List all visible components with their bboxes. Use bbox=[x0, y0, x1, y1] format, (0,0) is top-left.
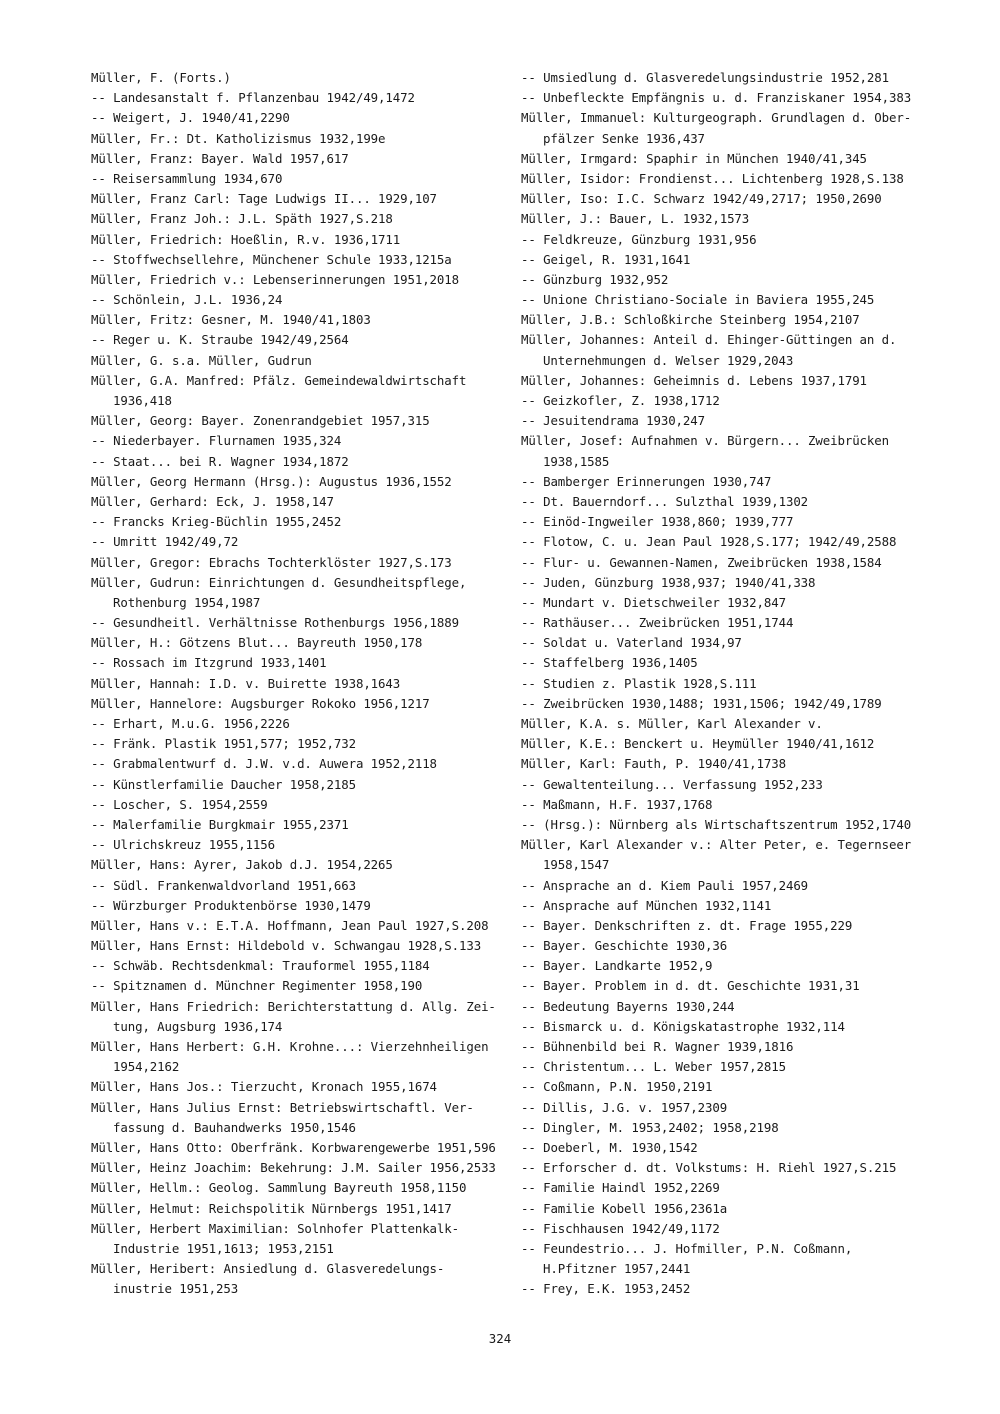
index-entry: -- Bamberger Erinnerungen 1930,747 bbox=[521, 473, 772, 489]
index-entry: -- Schwäb. Rechtsdenkmal: Trauformel 1955,1184 bbox=[91, 958, 430, 974]
index-entry: -- Fischhausen 1942/49,1172 bbox=[521, 1220, 720, 1236]
index-entry: -- Bayer. Problem in d. dt. Geschichte 1931,31 bbox=[521, 978, 860, 994]
index-entry: -- Rossach im Itzgrund 1933,1401 bbox=[91, 655, 327, 671]
index-entry: -- Ulrichskreuz 1955,1156 bbox=[91, 837, 275, 853]
index-entry: Müller, Fritz: Gesner, M. 1940/41,1803 bbox=[91, 312, 371, 328]
index-entry: Müller, Heinz Joachim: Bekehrung: J.M. Sailer 1956,2533 bbox=[91, 1160, 496, 1176]
index-entry: -- Feundestrio... J. Hofmiller, P.N. Coßmann, bbox=[521, 1240, 853, 1256]
index-entry: -- Feldkreuze, Günzburg 1931,956 bbox=[521, 231, 757, 247]
index-entry: Müller, Johannes: Geheimnis d. Lebens 1937,1791 bbox=[521, 372, 867, 388]
index-entry: -- Rathäuser... Zweibrücken 1951,1744 bbox=[521, 615, 794, 631]
index-entry: Müller, Gudrun: Einrichtungen d. Gesundheitspflege, bbox=[91, 574, 467, 590]
index-entry: -- Francks Krieg-Büchlin 1955,2452 bbox=[91, 514, 342, 530]
index-entry: -- Grabmalentwurf d. J.W. v.d. Auwera 1952,2118 bbox=[91, 756, 437, 772]
index-entry: -- Weigert, J. 1940/41,2290 bbox=[91, 110, 290, 126]
index-entry: -- Staffelberg 1936,1405 bbox=[521, 655, 698, 671]
index-entry: -- Soldat u. Vaterland 1934,97 bbox=[521, 635, 742, 651]
index-entry-continuation: 1936,418 bbox=[113, 393, 172, 408]
index-entry: -- Familie Haindl 1952,2269 bbox=[521, 1180, 720, 1196]
index-entry: Müller, Helmut: Reichspolitik Nürnbergs 1951,1417 bbox=[91, 1200, 452, 1216]
index-entry: -- Zweibrücken 1930,1488; 1931,1506; 1942/49,1789 bbox=[521, 695, 882, 711]
index-entry: Müller, Friedrich: Hoeßlin, R.v. 1936,1711 bbox=[91, 231, 401, 247]
index-entry: -- Künstlerfamilie Daucher 1958,2185 bbox=[91, 776, 356, 792]
index-entry: -- Geigel, R. 1931,1641 bbox=[521, 251, 691, 267]
index-entry-continuation: fassung d. Bauhandwerks 1950,1546 bbox=[113, 1119, 356, 1135]
index-entry: -- (Hrsg.): Nürnberg als Wirtschaftszentrum 1952,1740 bbox=[521, 816, 912, 832]
index-entry: Müller, Hans Julius Ernst: Betriebswirtschaftl. Ver- bbox=[91, 1099, 474, 1115]
right-column bbox=[521, 68, 921, 1299]
index-entry: -- Bayer. Landkarte 1952,9 bbox=[521, 958, 713, 974]
index-entry-continuation: Rothenburg 1954,1987 bbox=[113, 594, 261, 610]
index-entry: Müller, Franz Carl: Tage Ludwigs II... 1929,107 bbox=[91, 191, 437, 207]
index-entry: -- Ansprache an d. Kiem Pauli 1957,2469 bbox=[521, 877, 809, 893]
index-entry: -- Dingler, M. 1953,2402; 1958,2198 bbox=[521, 1119, 779, 1135]
index-entry: Müller, Hans: Ayrer, Jakob d.J. 1954,2265 bbox=[91, 857, 393, 873]
index-entry: -- Bayer. Geschichte 1930,36 bbox=[521, 938, 728, 954]
index-entry: Müller, Hans Jos.: Tierzucht, Kronach 1955,1674 bbox=[91, 1079, 437, 1095]
index-entry: -- Dt. Bauerndorf... Sulzthal 1939,1302 bbox=[521, 493, 809, 509]
index-entry: -- Loscher, S. 1954,2559 bbox=[91, 796, 268, 812]
index-entry-continuation: Industrie 1951,1613; 1953,2151 bbox=[113, 1240, 334, 1256]
index-entry: -- Würzburger Produktenbörse 1930,1479 bbox=[91, 897, 371, 913]
index-entry-continuation: 1954,2162 bbox=[113, 1059, 180, 1075]
index-entry: Müller, Fr.: Dt. Katholizismus 1932,199e bbox=[91, 130, 386, 146]
index-entry: -- Einöd-Ingweiler 1938,860; 1939,777 bbox=[521, 514, 794, 530]
page-number: 324 bbox=[488, 1331, 512, 1346]
index-entry: -- Reger u. K. Straube 1942/49,2564 bbox=[91, 332, 349, 348]
index-entry: -- Fränk. Plastik 1951,577; 1952,732 bbox=[91, 736, 356, 752]
index-entry-continuation: pfälzer Senke 1936,437 bbox=[543, 130, 705, 146]
index-entry: -- Jesuitendrama 1930,247 bbox=[521, 413, 705, 429]
index-entry: -- Familie Kobell 1956,2361a bbox=[521, 1200, 728, 1216]
index-entry: Müller, Iso: I.C. Schwarz 1942/49,2717; 1950,2690 bbox=[521, 191, 882, 207]
index-entry: Müller, Gerhard: Eck, J. 1958,147 bbox=[91, 493, 334, 509]
index-entry: Müller, Karl Alexander v.: Alter Peter, e. Tegernseer bbox=[521, 837, 912, 853]
index-entry: Müller, Immanuel: Kulturgeograph. Grundlagen d. Ober- bbox=[521, 110, 912, 126]
index-entry: -- Unbefleckte Empfängnis u. d. Franziskaner 1954,383 bbox=[521, 90, 912, 106]
index-entry: -- Schönlein, J.L. 1936,24 bbox=[91, 292, 283, 308]
index-entry: -- Maßmann, H.F. 1937,1768 bbox=[521, 796, 713, 812]
index-entry: -- Unione Christiano-Sociale in Baviera 1955,245 bbox=[521, 292, 875, 308]
index-entry: Müller, J.B.: Schloßkirche Steinberg 1954,2107 bbox=[521, 312, 860, 328]
index-entry: -- Flur- u. Gewannen-Namen, Zweibrücken 1938,1584 bbox=[521, 554, 882, 570]
index-entry: Müller, Hans Ernst: Hildebold v. Schwangau 1928,S.133 bbox=[91, 938, 482, 954]
index-entry: -- Gewaltenteilung... Verfassung 1952,233 bbox=[521, 776, 823, 792]
index-entry: -- Spitznamen d. Münchner Regimenter 1958,190 bbox=[91, 978, 423, 994]
index-entry-continuation: Unternehmungen d. Welser 1929,2043 bbox=[543, 352, 794, 368]
index-entry: -- Landesanstalt f. Pflanzenbau 1942/49,1472 bbox=[91, 90, 415, 106]
index-entry: -- Erhart, M.u.G. 1956,2226 bbox=[91, 716, 290, 731]
index-entry: -- Coßmann, P.N. 1950,2191 bbox=[521, 1079, 713, 1095]
index-entry: -- Christentum... L. Weber 1957,2815 bbox=[521, 1059, 786, 1075]
index-entry: -- Gesundheitl. Verhältnisse Rothenburgs 1956,1889 bbox=[91, 615, 459, 631]
index-entry: Müller, G.A. Manfred: Pfälz. Gemeindewaldwirtschaft bbox=[91, 372, 467, 388]
index-entry: Müller, Georg: Bayer. Zonenrandgebiet 1957,315 bbox=[91, 413, 430, 429]
index-entry: -- Südl. Frankenwaldvorland 1951,663 bbox=[91, 877, 356, 893]
index-entry: -- Bedeutung Bayerns 1930,244 bbox=[521, 998, 735, 1014]
index-entry: Müller, Isidor: Frondienst... Lichtenberg 1928,S.138 bbox=[521, 170, 904, 186]
index-entry-continuation: tung, Augsburg 1936,174 bbox=[113, 1018, 283, 1034]
index-entry: Müller, Josef: Aufnahmen v. Bürgern... Zweibrücken bbox=[521, 433, 889, 449]
index-entry: -- Doeberl, M. 1930,1542 bbox=[521, 1139, 698, 1155]
index-entry: -- Flotow, C. u. Jean Paul 1928,S.177; 1942/49,2588 bbox=[521, 534, 897, 550]
index-entry: Müller, Hellm.: Geolog. Sammlung Bayreuth 1958,1150 bbox=[91, 1180, 467, 1196]
index-entry: -- Günzburg 1932,952 bbox=[521, 271, 669, 287]
index-entry: Müller, Hans v.: E.T.A. Hoffmann, Jean Paul 1927,S.208 bbox=[91, 917, 489, 933]
index-entry: -- Ansprache auf München 1932,1141 bbox=[521, 897, 772, 913]
index-entry-continuation: 1938,1585 bbox=[543, 453, 610, 469]
index-entry: -- Staat... bei R. Wagner 1934,1872 bbox=[91, 453, 349, 469]
index-entry: Müller, Heribert: Ansiedlung d. Glasveredelungs- bbox=[91, 1261, 445, 1277]
index-entry: -- Dillis, J.G. v. 1957,2309 bbox=[521, 1099, 728, 1115]
index-entry: Müller, Gregor: Ebrachs Tochterklöster 1927,S.173 bbox=[91, 554, 452, 570]
index-entry: -- Geizkofler, Z. 1938,1712 bbox=[521, 393, 720, 408]
index-entry: -- Umsiedlung d. Glasveredelungsindustrie 1952,281 bbox=[521, 70, 889, 85]
index-entry: -- Niederbayer. Flurnamen 1935,324 bbox=[91, 433, 342, 449]
index-entry: Müller, Hans Herbert: G.H. Krohne...: Vierzehnheiligen bbox=[91, 1039, 489, 1054]
index-entry: Müller, H.: Götzens Blut... Bayreuth 1950,178 bbox=[91, 635, 423, 651]
index-entry: -- Erforscher d. dt. Volkstums: H. Riehl 1927,S.215 bbox=[521, 1160, 897, 1176]
index-entry: Müller, J.: Bauer, L. 1932,1573 bbox=[521, 211, 750, 227]
index-entry: -- Studien z. Plastik 1928,S.111 bbox=[521, 675, 757, 691]
index-entry: -- Bühnenbild bei R. Wagner 1939,1816 bbox=[521, 1039, 794, 1054]
index-entry: -- Frey, E.K. 1953,2452 bbox=[521, 1281, 691, 1297]
index-entry: Müller, Franz Joh.: J.L. Späth 1927,S.218 bbox=[91, 211, 393, 227]
index-entry: Müller, Irmgard: Spaphir in München 1940/41,345 bbox=[521, 150, 867, 166]
index-entry: -- Mundart v. Dietschweiler 1932,847 bbox=[521, 594, 786, 610]
index-entry-continuation: inustrie 1951,253 bbox=[113, 1281, 239, 1297]
index-entry: -- Juden, Günzburg 1938,937; 1940/41,338 bbox=[521, 574, 816, 590]
index-entry: Müller, Georg Hermann (Hrsg.): Augustus 1936,1552 bbox=[91, 473, 452, 489]
index-entry: -- Bayer. Denkschriften z. dt. Frage 1955,229 bbox=[521, 917, 853, 933]
index-entry: -- Stoffwechsellehre, Münchener Schule 1933,1215a bbox=[91, 251, 452, 267]
index-entry: Müller, Franz: Bayer. Wald 1957,617 bbox=[91, 150, 349, 166]
index-entry-continuation: H.Pfitzner 1957,2441 bbox=[543, 1261, 691, 1277]
index-entry: Müller, Johannes: Anteil d. Ehinger-Güttingen an d. bbox=[521, 332, 897, 348]
index-entry: Müller, G. s.a. Müller, Gudrun bbox=[91, 352, 312, 368]
index-entry: -- Malerfamilie Burgkmair 1955,2371 bbox=[91, 816, 349, 832]
index-entry-continuation: 1958,1547 bbox=[543, 857, 610, 873]
index-entry: Müller, K.E.: Benckert u. Heymüller 1940/41,1612 bbox=[521, 736, 875, 752]
index-entry: Müller, K.A. s. Müller, Karl Alexander v. bbox=[521, 716, 823, 731]
index-entry: Müller, Hans Otto: Oberfränk. Korbwarengewerbe 1951,596 bbox=[91, 1139, 496, 1155]
index-entry: -- Reisersammlung 1934,670 bbox=[91, 170, 283, 186]
left-column bbox=[91, 68, 501, 1299]
index-entry: -- Umritt 1942/49,72 bbox=[91, 534, 239, 550]
index-entry: Müller, Friedrich v.: Lebenserinnerungen 1951,2018 bbox=[91, 271, 459, 287]
index-entry: -- Bismarck u. d. Königskatastrophe 1932,114 bbox=[521, 1018, 845, 1034]
index-entry: Müller, Herbert Maximilian: Solnhofer Plattenkalk- bbox=[91, 1220, 459, 1236]
index-entry: Müller, Hannelore: Augsburger Rokoko 1956,1217 bbox=[91, 695, 430, 711]
index-entry: Müller, Karl: Fauth, P. 1940/41,1738 bbox=[521, 756, 786, 772]
index-entry: Müller, Hans Friedrich: Berichterstattung d. Allg. Zei- bbox=[91, 998, 496, 1014]
index-entry: Müller, F. (Forts.) bbox=[91, 70, 231, 85]
index-entry: Müller, Hannah: I.D. v. Buirette 1938,1643 bbox=[91, 675, 401, 691]
